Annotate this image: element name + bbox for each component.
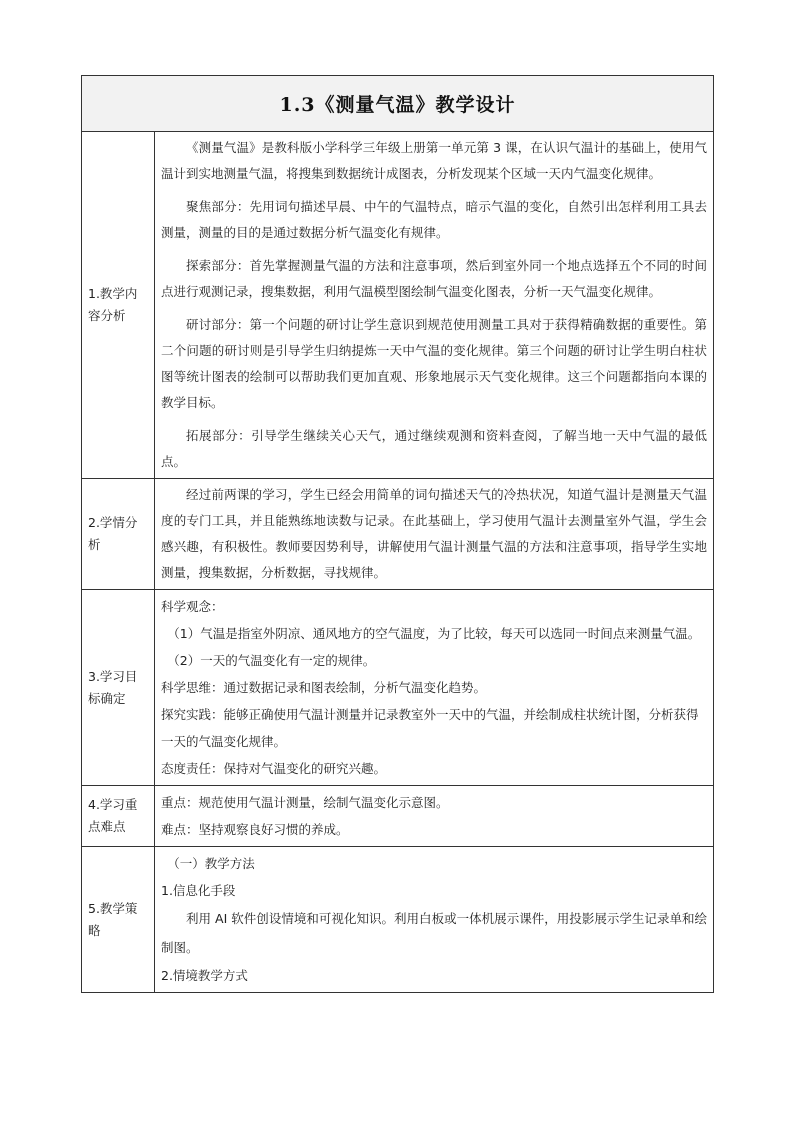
strategy-line: （一）教学方法 <box>167 856 255 871</box>
section-content-analysis <box>82 132 714 479</box>
paragraph: 经过前两课的学习，学生已经会用简单的词句描述天气的冷热状况，知道气温计是测量天气温度的专门工具，并且能熟练地读数与记录。在此基础上，学习使用气温计去测量室外气温，学生会感兴趣，有积极性。教师要因势利导，讲解使用气温计测量气温的方法和注意事项，指导学生实地测量，搜集数据，分析数据，寻找规律。 <box>161 487 707 580</box>
objective-line: （1）气温是指室外阴凉、通风地方的空气温度，为了比较，每天可以选同一时间点来测量气温。 <box>167 626 701 641</box>
section-label: 3.学习目标确定 <box>82 590 155 786</box>
section-learner-analysis <box>82 479 714 590</box>
page-title: 1.3《测量气温》教学设计 <box>82 76 714 132</box>
section-body <box>155 590 714 786</box>
key-point-line: 难点：坚持观察良好习惯的养成。 <box>161 822 349 837</box>
strategy-line: 1.信息化手段 <box>161 883 236 898</box>
title-row <box>82 76 714 132</box>
key-point-line: 重点：规范使用气温计测量，绘制气温变化示意图。 <box>161 795 449 810</box>
section-label: 1.教学内容分析 <box>82 132 155 479</box>
section-strategy <box>82 847 714 993</box>
section-body <box>155 479 714 590</box>
strategy-line: 2.情境教学方式 <box>161 968 248 983</box>
objective-line: 科学观念： <box>161 599 224 614</box>
objective-line: 探究实践：能够正确使用气温计测量并记录教室外一天中的气温，并绘制成柱状统计图，分析获得一天的气温变化规律。 <box>161 707 699 749</box>
section-label: 5.教学策略 <box>82 847 155 993</box>
paragraph: 《测量气温》是教科版小学科学三年级上册第一单元第 3 课，在认识气温计的基础上，使用气温计到实地测量气温，将搜集到数据统计成图表，分析发现某个区域一天内气温变化规律。 <box>161 140 707 181</box>
section-body <box>155 786 714 847</box>
section-label: 2.学情分析 <box>82 479 155 590</box>
section-body <box>155 847 714 993</box>
strategy-line: 利用 AI 软件创设情境和可视化知识。利用白板或一体机展示课件，用投影展示学生记录单和绘制图。 <box>161 911 707 955</box>
section-key-points <box>82 786 714 847</box>
paragraph: 拓展部分：引导学生继续关心天气，通过继续观测和资料查阅，了解当地一天中气温的最低点。 <box>161 428 707 469</box>
section-objectives <box>82 590 714 786</box>
section-label: 4.学习重点难点 <box>82 786 155 847</box>
lesson-plan-table <box>81 75 714 993</box>
section-body <box>155 132 714 479</box>
paragraph: 探索部分：首先掌握测量气温的方法和注意事项，然后到室外同一个地点选择五个不同的时间点进行观测记录，搜集数据，利用气温模型图绘制气温变化图表，分析一天气温变化规律。 <box>161 258 707 299</box>
paragraph: 研讨部分：第一个问题的研讨让学生意识到规范使用测量工具对于获得精确数据的重要性。第二个问题的研讨则是引导学生归纳提炼一天中气温的变化规律。第三个问题的研讨让学生明白柱状图等统计图表的绘制可以帮助我们更加直观、形象地展示天气变化规律。这三个问题都指向本课的教学目标。 <box>161 317 707 410</box>
objective-line: （2）一天的气温变化有一定的规律。 <box>167 653 376 668</box>
objective-line: 科学思维：通过数据记录和图表绘制，分析气温变化趋势。 <box>161 680 487 695</box>
objective-line: 态度责任：保持对气温变化的研究兴趣。 <box>161 761 387 776</box>
paragraph: 聚焦部分：先用词句描述早晨、中午的气温特点，暗示气温的变化，自然引出怎样利用工具去测量，测量的目的是通过数据分析气温变化有规律。 <box>161 199 707 240</box>
